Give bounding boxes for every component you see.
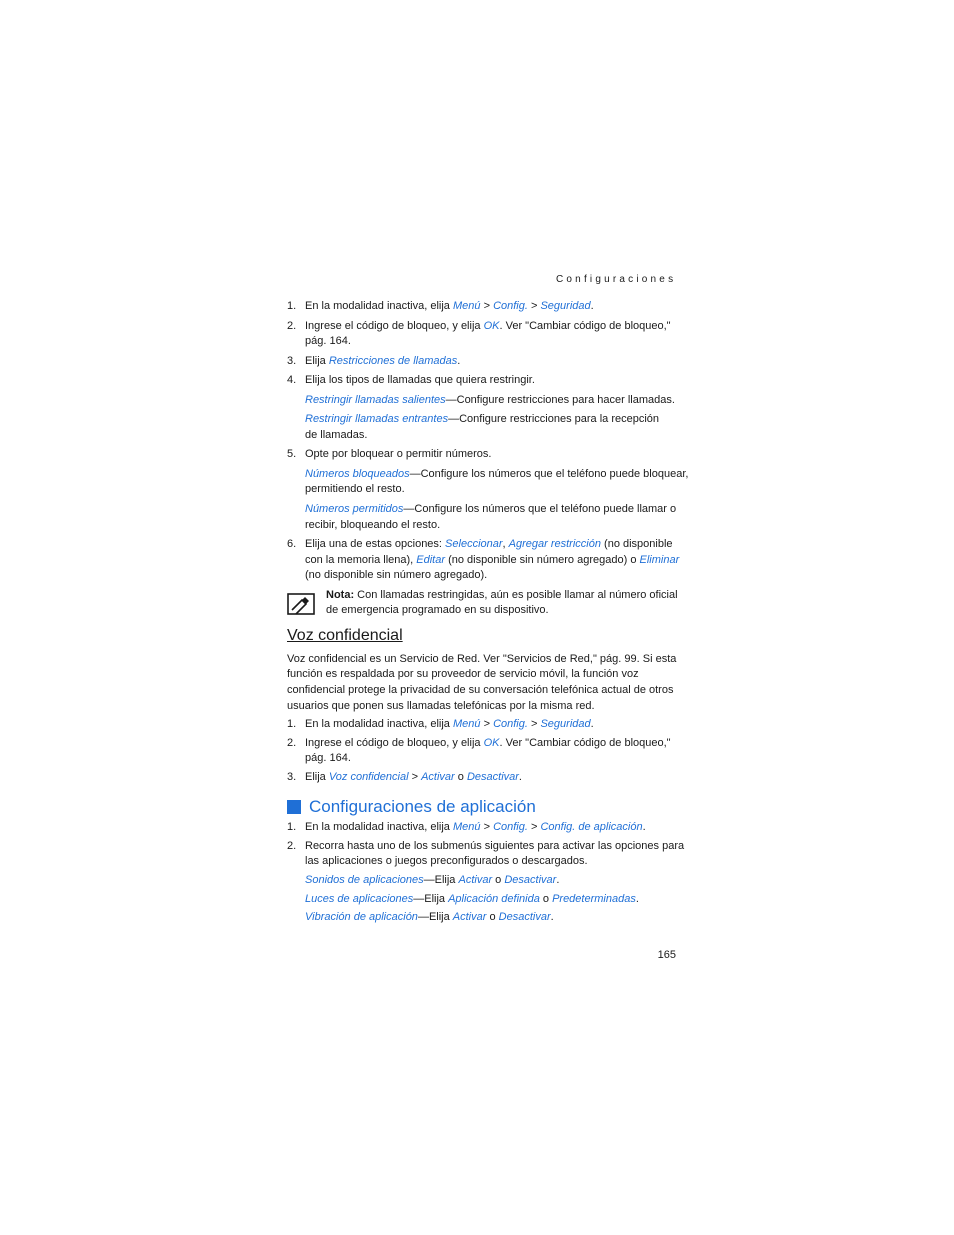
step-number: 4. [287,374,297,386]
punct: . [556,874,560,886]
step-text: (no disponible [600,538,673,550]
step-text: Elija una de estas opciones: [305,538,446,550]
deactivate-link[interactable]: Desactivar [466,771,519,783]
step-1 [305,299,594,315]
punct: . [518,771,522,783]
menu-link[interactable]: Menú [452,300,481,312]
app-step-1 [305,820,646,836]
step-4: Elija los tipos de llamadas que quiera restringir. [305,374,535,386]
note-label: Nota: [326,589,355,601]
app-step-2: Recorra hasta uno de los submenús siguientes para activar las opciones para [305,840,685,852]
step-number: 2. [287,840,297,852]
restrict-outgoing-link[interactable]: Restringir llamadas salientes [305,394,446,406]
config-link[interactable]: Config. [493,821,528,833]
step-text: Ingrese el código de bloqueo, y elija [305,737,484,749]
voz-confidencial-link[interactable]: Voz confidencial [328,771,409,783]
ok-link[interactable]: OK [483,737,500,749]
step-text: Elija [305,355,329,367]
deactivate-link[interactable]: Desactivar [498,911,551,923]
separator: > [527,300,541,312]
step-text: En la modalidad inactiva, elija [305,821,453,833]
allowed-numbers-link[interactable]: Números permitidos [305,503,404,515]
step-text: Ingrese el código de bloqueo, y elija [305,320,484,332]
call-restrictions-link[interactable]: Restricciones de llamadas [328,355,458,367]
app-step-2-cont: las aplicaciones o juegos preconfigurados o descargados. [305,855,588,867]
step-number: 1. [287,821,297,833]
punct: . [457,355,461,367]
option-desc-cont: recibir, bloqueando el resto. [305,519,441,531]
app-lights-option [305,892,639,908]
app-lights-link[interactable]: Luces de aplicaciones [305,893,414,905]
add-restriction-link[interactable]: Agregar restricción [508,538,601,550]
option-desc: —Configure los números que el teléfono puede bloquear, [409,468,689,480]
voz-step-2 [305,736,671,752]
step-text: En la modalidad inactiva, elija [305,718,453,730]
option-desc: o [539,893,553,905]
separator: > [480,300,494,312]
allowed-numbers-option [305,502,676,518]
step-6-line3: (no disponible sin número agregado). [305,569,488,581]
step-number: 3. [287,771,297,783]
restrict-incoming-link[interactable]: Restringir llamadas entrantes [305,413,449,425]
note-body: Con llamadas restringidas, aún es posible llamar al número oficial [354,589,678,601]
option-desc: —Configure los números que el teléfono puede llamar o [403,503,677,515]
voz-step-1 [305,717,594,733]
section-header: Configuraciones [556,274,677,285]
menu-link[interactable]: Menú [452,718,481,730]
step-2-cont: pág. 164. [305,335,351,347]
option-desc-cont: permitiendo el resto. [305,483,405,495]
separator: > [527,718,541,730]
option-desc: o [486,911,499,923]
activate-link[interactable]: Activar [421,771,455,783]
separator: > [408,771,422,783]
app-sounds-link[interactable]: Sonidos de aplicaciones [305,874,424,886]
app-sounds-option [305,873,559,889]
security-link[interactable]: Seguridad [540,300,591,312]
voz-para-line: función es respaldada por su proveedor de servicio móvil, la función voz [287,668,639,680]
step-5: Opte por bloquear o permitir números. [305,448,492,460]
restrict-incoming-option [305,412,659,428]
step-2 [305,319,671,335]
step-number: 2. [287,737,297,749]
select-link[interactable]: Seleccionar [445,538,503,550]
separator: > [527,821,541,833]
punct: . [590,718,594,730]
voz-para-line: usuarios que ponen sus llamadas telefónicas por la misma red. [287,700,595,712]
separator: > [480,821,494,833]
punct: . [635,893,639,905]
note-text [326,588,678,604]
step-number: 1. [287,300,297,312]
option-desc: —Elija [413,893,449,905]
step-text: . Ver "Cambiar código de bloqueo," [499,320,671,332]
option-desc: —Elija [417,911,453,923]
app-settings-heading: Configuraciones de aplicación [309,797,536,816]
config-link[interactable]: Config. [493,300,528,312]
restrict-outgoing-option [305,393,675,409]
page-number: 165 [657,949,676,961]
step-number: 6. [287,538,297,550]
delete-link[interactable]: Eliminar [639,554,680,566]
punct: , [502,538,509,550]
step-text: En la modalidad inactiva, elija [305,300,453,312]
section-bullet-icon [287,800,301,814]
punct: . [642,821,646,833]
step-text: o [454,771,467,783]
step-number: 5. [287,448,297,460]
option-desc-cont: de llamadas. [305,429,368,441]
step-number: 2. [287,320,297,332]
note-icon [287,593,315,615]
punct: . [550,911,554,923]
voz-para-line: Voz confidencial es un Servicio de Red. Ver "Servicios de Red," pág. 99. Si esta [287,653,677,665]
security-link[interactable]: Seguridad [540,718,591,730]
activate-link[interactable]: Activar [452,911,487,923]
step-3 [305,354,460,370]
note-text-cont: de emergencia programado en su dispositivo. [326,604,549,616]
option-desc: —Configure restricciones para hacer llamadas. [445,394,675,406]
step-text: (no disponible sin número agregado) o [445,554,640,566]
app-defined-link[interactable]: Aplicación definida [448,893,540,905]
step-text: . Ver "Cambiar código de bloqueo," [499,737,671,749]
step-number: 3. [287,355,297,367]
option-desc: o [492,874,505,886]
defaults-link[interactable]: Predeterminadas [552,893,636,905]
voz-para-line: confidencial protege la privacidad de su conversación telefónica actual de otros [287,684,674,696]
option-desc: —Configure restricciones para la recepción [448,413,660,425]
app-vibration-option [305,910,554,926]
ok-link[interactable]: OK [483,320,500,332]
app-vibration-link[interactable]: Vibración de aplicación [305,911,418,923]
voz-confidencial-heading: Voz confidencial [287,627,403,644]
app-config-link[interactable]: Config. de aplicación [540,821,643,833]
option-desc: —Elija [423,874,459,886]
step-text: con la memoria llena), [305,554,417,566]
step-text: Elija [305,771,329,783]
activate-link[interactable]: Activar [458,874,493,886]
step-6-line2 [305,553,679,569]
voz-step-3 [305,770,522,786]
blocked-numbers-option [305,467,688,483]
edit-link[interactable]: Editar [416,554,446,566]
deactivate-link[interactable]: Desactivar [504,874,557,886]
step-number: 1. [287,718,297,730]
voz-step-2-cont: pág. 164. [305,752,351,764]
separator: > [480,718,494,730]
step-6 [305,537,673,553]
blocked-numbers-link[interactable]: Números bloqueados [305,468,410,480]
punct: . [590,300,594,312]
menu-link[interactable]: Menú [452,821,481,833]
config-link[interactable]: Config. [493,718,528,730]
